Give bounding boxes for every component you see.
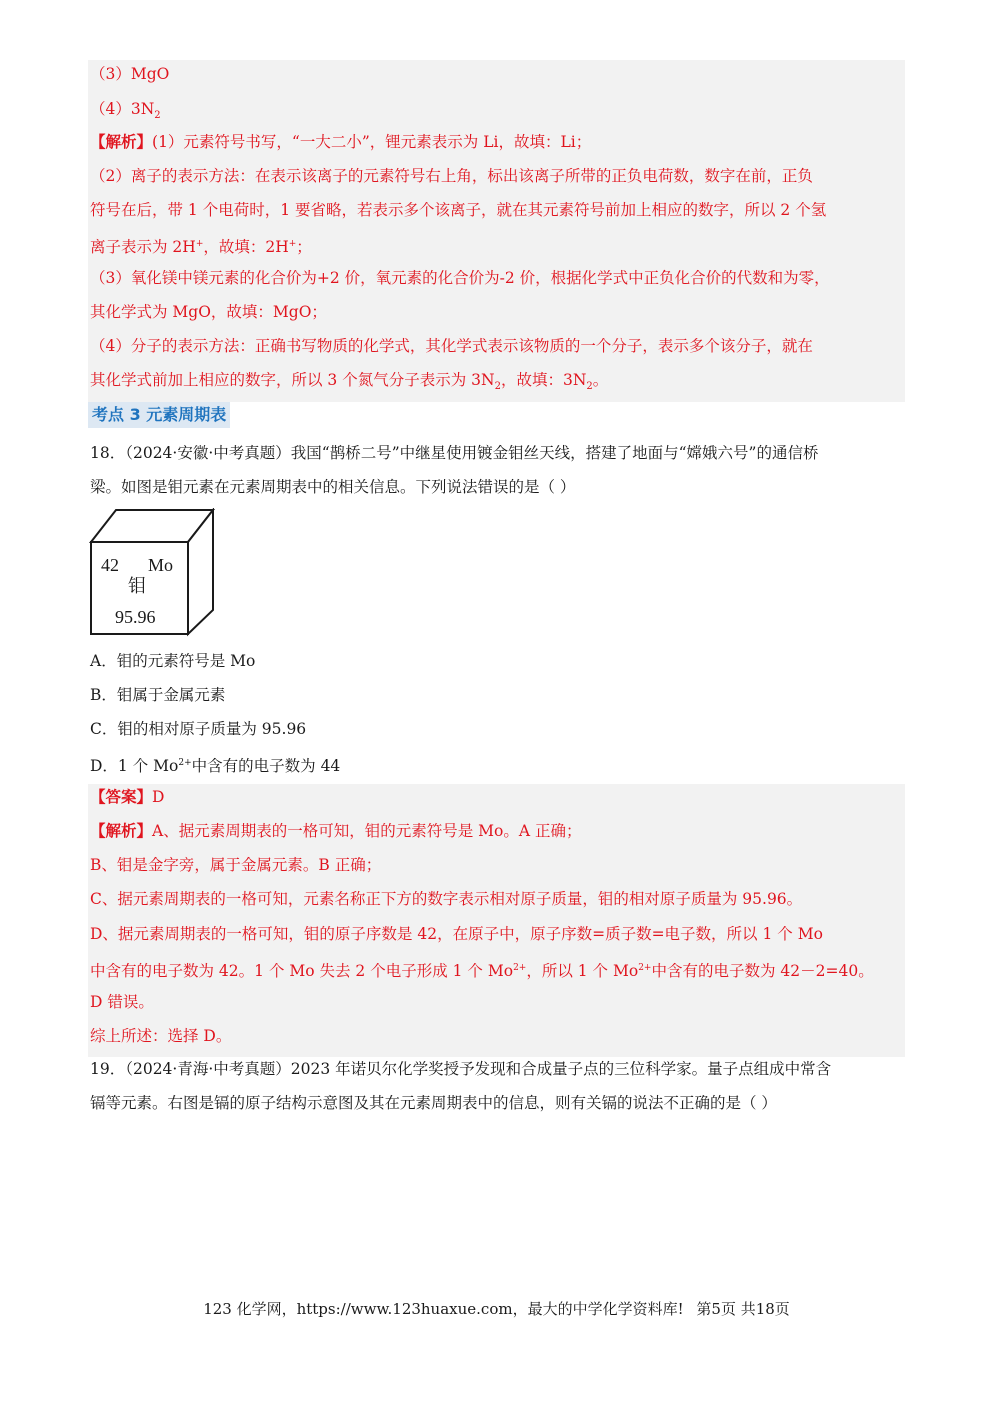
q19-stem-line-1: 19．（2024·青海·中考真题）2023 年诺贝尔化学奖授予发现和合成量子点的三位科学家。量子点组成中常含 bbox=[90, 1060, 832, 1078]
element-name: 钼 bbox=[128, 576, 146, 597]
q17-analysis-line-5: （3）氧化镁中镁元素的化合价为+2 价，氧元素的化合价为-2 价，根据化学式中正负化合价的代数和为零， bbox=[90, 269, 830, 287]
element-cell-figure bbox=[88, 508, 218, 638]
q18-stem-line-1: 18．（2024·安徽·中考真题）我国“鹊桥二号”中继星使用镀金钼丝天线，搭建了地面与“嫦娥六号”的通信桥 bbox=[90, 444, 819, 462]
analysis-label: 【解析】 bbox=[90, 821, 153, 840]
q17-analysis-line-6: 其化学式为 MgO，故填：MgO； bbox=[90, 303, 327, 321]
q17-analysis-line-1: 【解析】(1）元素符号书写，“一大二小”，锂元素表示为 Li，故填：Li； bbox=[90, 132, 592, 151]
page-footer bbox=[0, 1298, 993, 1319]
q18-stem-line-2: 梁。如图是钼元素在元素周期表中的相关信息。下列说法错误的是（ ） bbox=[90, 478, 576, 496]
q18-option-b: B．钼属于金属元素 bbox=[90, 686, 226, 704]
q18-option-a: A．钼的元素符号是 Mo bbox=[90, 652, 256, 670]
q18-analysis-line-5: 中含有的电子数为 42。1 个 Mo 失去 2 个电子形成 1 个 $Mo^{2+}$，所以 1 个 $Mo^{2+}$中含有的电子数为 42－2=40。 bbox=[90, 962, 874, 981]
answer-3: （3）MgO bbox=[90, 65, 170, 83]
q18-answer: 【答案】D bbox=[90, 787, 165, 806]
q17-analysis-line-4: 离子表示为 2H+，故填：2H+； bbox=[90, 238, 312, 257]
footer-page-number: 第5页 共18页 bbox=[696, 1300, 790, 1318]
q19-stem-line-2: 镉等元素。右图是镉的原子结构示意图及其在元素周期表中的信息，则有关镉的说法不正确的是（ ） bbox=[90, 1094, 777, 1112]
q18-option-c: C．钼的相对原子质量为 95.96 bbox=[90, 720, 307, 738]
atomic-number: 42 bbox=[101, 555, 119, 575]
analysis-label: 【解析】 bbox=[90, 132, 153, 151]
atomic-mass: 95.96 bbox=[115, 607, 156, 627]
footer-site: 123 化学网，https://www.123huaxue.com，最大的中学化学资料库! bbox=[203, 1300, 684, 1318]
element-symbol: Mo bbox=[148, 555, 174, 575]
q18-analysis-line-2: B、钼是金字旁，属于金属元素。B 正确； bbox=[90, 856, 382, 874]
q17-analysis-line-8: 其化学式前加上相应的数字，所以 3 个氮气分子表示为 $3N_2$，故填：$3N_2$。 bbox=[90, 371, 609, 393]
answer-4: $(4)3N_2$ bbox=[90, 100, 161, 122]
q17-analysis-line-7: （4）分子的表示方法：正确书写物质的化学式，其化学式表示该物质的一个分子，表示多个该分子，就在 bbox=[90, 337, 813, 355]
q18-analysis-line-7: 综上所述：选择 D。 bbox=[90, 1027, 232, 1045]
q18-analysis-line-4: D、据元素周期表的一格可知，钼的原子序数是 42，在原子中，原子序数=质子数=电子数，所以 1 个 Mo bbox=[90, 925, 823, 943]
q18-analysis-line-1: 【解析】A、据元素周期表的一格可知，钼的元素符号是 Mo。A 正确； bbox=[90, 821, 582, 840]
q18-option-d: D．1 个 $Mo^{2+}$中含有的电子数为 44 bbox=[90, 757, 341, 776]
q18-analysis-line-3: C、据元素周期表的一格可知，元素名称正下方的数字表示相对原子质量，钼的相对原子质量为 95.96。 bbox=[90, 890, 803, 908]
q18-analysis-line-6: D 错误。 bbox=[90, 993, 154, 1011]
answer-label: 【答案】 bbox=[90, 787, 153, 806]
q17-analysis-line-2: （2）离子的表示方法：在表示该离子的元素符号右上角，标出该离子所带的正负电荷数，数字在前，正负 bbox=[90, 167, 813, 185]
section-heading: 考点 3 元素周期表 bbox=[88, 402, 230, 428]
q17-analysis-line-3: 符号在后，带 1 个电荷时，1 要省略，若表示多个该离子，就在其元素符号前加上相应的数字，所以 2 个氢 bbox=[90, 201, 827, 219]
